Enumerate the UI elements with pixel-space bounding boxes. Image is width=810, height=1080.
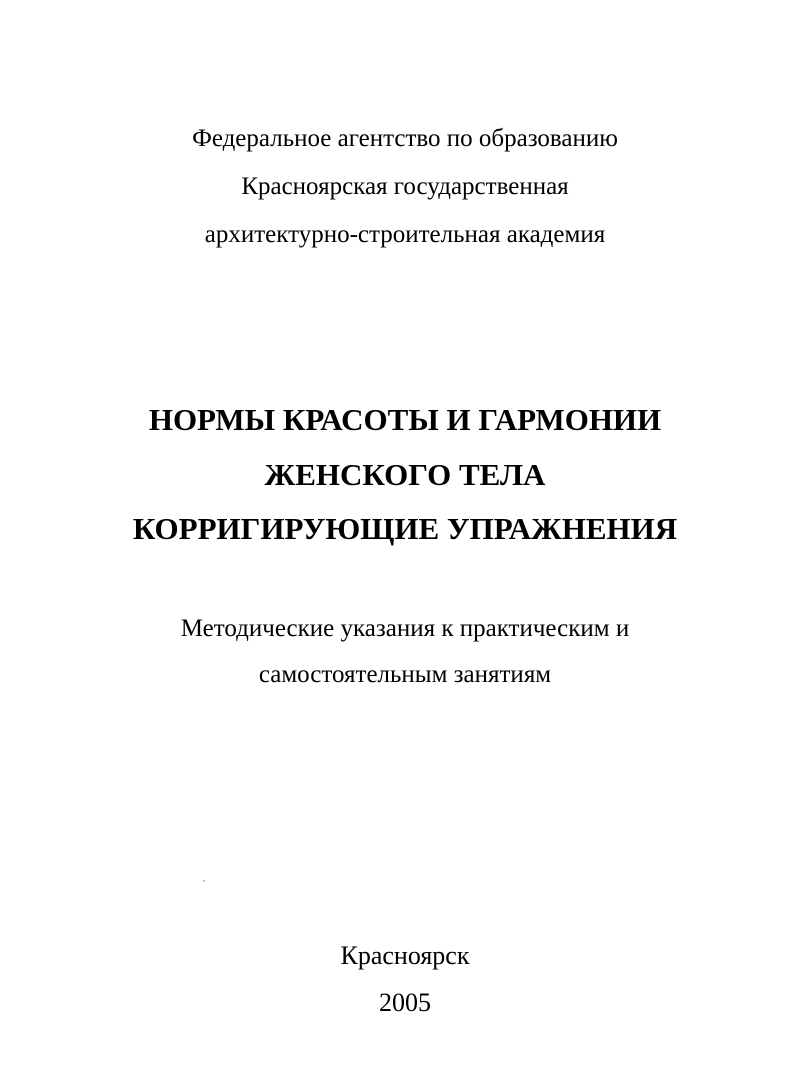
document-title-line1: НОРМЫ КРАСОТЫ И ГАРМОНИИ [148,402,662,437]
document-subtitle-line1: Методические указания к практическим и [180,615,630,642]
organization-academy-line1: Красноярская государственная [241,173,569,200]
organization-agency: Федеральное агентство по образованию [192,125,618,152]
document-subtitle-line2: самостоятельным занятиям [258,661,552,688]
publication-city: Красноярск [340,941,470,970]
document-title-line2: ЖЕНСКОГО ТЕЛА [264,457,546,492]
organization-academy-line2: архитектурно-строительная академия [204,221,606,248]
scan-speck [203,880,205,882]
document-title-line3: КОРРИГИРУЮЩИЕ УПРАЖНЕНИЯ [132,511,678,546]
publication-year: 2005 [379,988,431,1017]
